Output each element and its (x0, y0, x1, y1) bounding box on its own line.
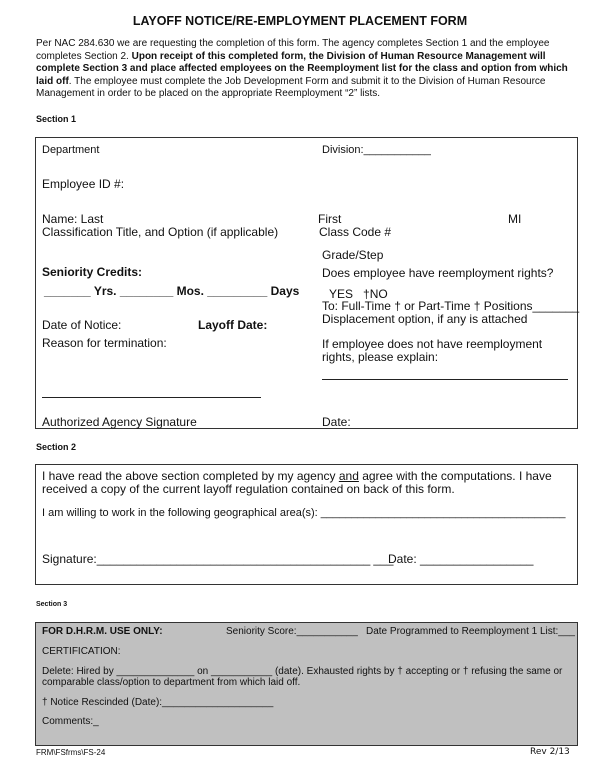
intro-paragraph (36, 38, 576, 101)
intro-text: Per NAC 284.630 we are requesting the completion of this form. The agency completes Section 1 and the employee completes Section 2. (36, 38, 550, 62)
name-first-label[interactable]: First (318, 212, 342, 226)
revision-label: Rev 2/13 (530, 747, 570, 757)
positions-field[interactable]: To: Full-Time † or Part-Time † Positions_______ (322, 299, 580, 313)
checkbox-dagger-icon[interactable]: † (363, 287, 370, 301)
form-id: FRM\FSfrms\FS-24 (36, 748, 106, 757)
geographical-area-field[interactable]: I am willing to work in the following geographical area(s): ________________________________________ (42, 507, 566, 519)
seniority-fields[interactable]: _______ Yrs. ________ Mos. _________ Days (44, 284, 300, 298)
name-last-label[interactable]: Name: Last (42, 212, 104, 226)
intro-bold-text: Upon receipt of this completed form, the Division of Human Resource Management will complete Section 3 and place affected employees on the Reemployment list for the class and option from which laid off (36, 50, 568, 87)
delete-field[interactable]: Delete: Hired by ______________ on ___________ (date). Exhausted rights by † accepting or † refusing the same or comparable class/option to department from which laid off. (42, 666, 563, 688)
signature-line[interactable] (42, 397, 261, 398)
seniority-score-field[interactable]: Seniority Score:___________ (226, 626, 358, 637)
acknowledgement-text (42, 470, 572, 496)
grade-step-label[interactable]: Grade/Step (322, 248, 384, 262)
notice-rescinded-field[interactable]: † Notice Rescinded (Date):____________________ (42, 697, 274, 708)
classification-label[interactable]: Classification Title, and Option (if applicable) (42, 225, 279, 239)
employee-signature-field[interactable] (42, 552, 393, 566)
yes-label: YES (329, 287, 354, 301)
class-code-label[interactable]: Class Code # (319, 225, 392, 239)
section1-date-label[interactable]: Date: (322, 415, 351, 429)
division-field[interactable]: Division:___________ (322, 144, 431, 156)
date-programmed-field[interactable]: Date Programmed to Reemployment 1 List:___ (366, 626, 575, 637)
certification-label: CERTIFICATION: (42, 646, 121, 657)
authorized-signature-label: Authorized Agency Signature (42, 415, 197, 429)
employee-date-field[interactable]: Date: _________________ (388, 552, 534, 566)
intro-text-2: . The employee must complete the Job Development Form and submit it to the Division of Human Resource Management in order to be placed on the appropriate Reemployment “2” lists. (36, 75, 546, 100)
employee-id-label[interactable]: Employee ID #: (42, 177, 125, 191)
ack-text-2: agree with the computations. I have received a copy of the current layoff regulation contained on back of this form. (42, 469, 552, 496)
seniority-credits-label: Seniority Credits: (42, 265, 143, 279)
dhrm-use-only-label: FOR D.H.R.M. USE ONLY: (42, 626, 163, 637)
form-title: LAYOFF NOTICE/RE-EMPLOYMENT PLACEMENT FORM (132, 14, 468, 28)
reason-label[interactable]: Reason for termination: (42, 336, 167, 350)
no-rights-explain-label: If employee does not have reemployment rights, please explain: (322, 337, 543, 364)
rights-question: Does employee have reemployment rights? (322, 266, 554, 280)
section3-label: Section 3 (36, 601, 68, 608)
ack-and: and (338, 469, 359, 483)
name-mi-label[interactable]: MI (508, 212, 522, 226)
signature-label: Signature:_________________________________________ (42, 552, 371, 566)
explain-line[interactable] (322, 379, 568, 380)
department-label: Department (42, 144, 100, 156)
layoff-date-label[interactable]: Layoff Date: (198, 318, 268, 332)
no-label: NO (369, 287, 388, 301)
comments-field[interactable]: Comments:_ (42, 716, 99, 727)
ack-text: I have read the above section completed by my agency (42, 469, 339, 483)
signature-tail: ___ (373, 552, 394, 566)
displacement-label: Displacement option, if any is attached (322, 312, 528, 326)
section1-label: Section 1 (36, 114, 77, 124)
section2-label: Section 2 (36, 442, 77, 452)
date-of-notice-label[interactable]: Date of Notice: (42, 318, 122, 332)
